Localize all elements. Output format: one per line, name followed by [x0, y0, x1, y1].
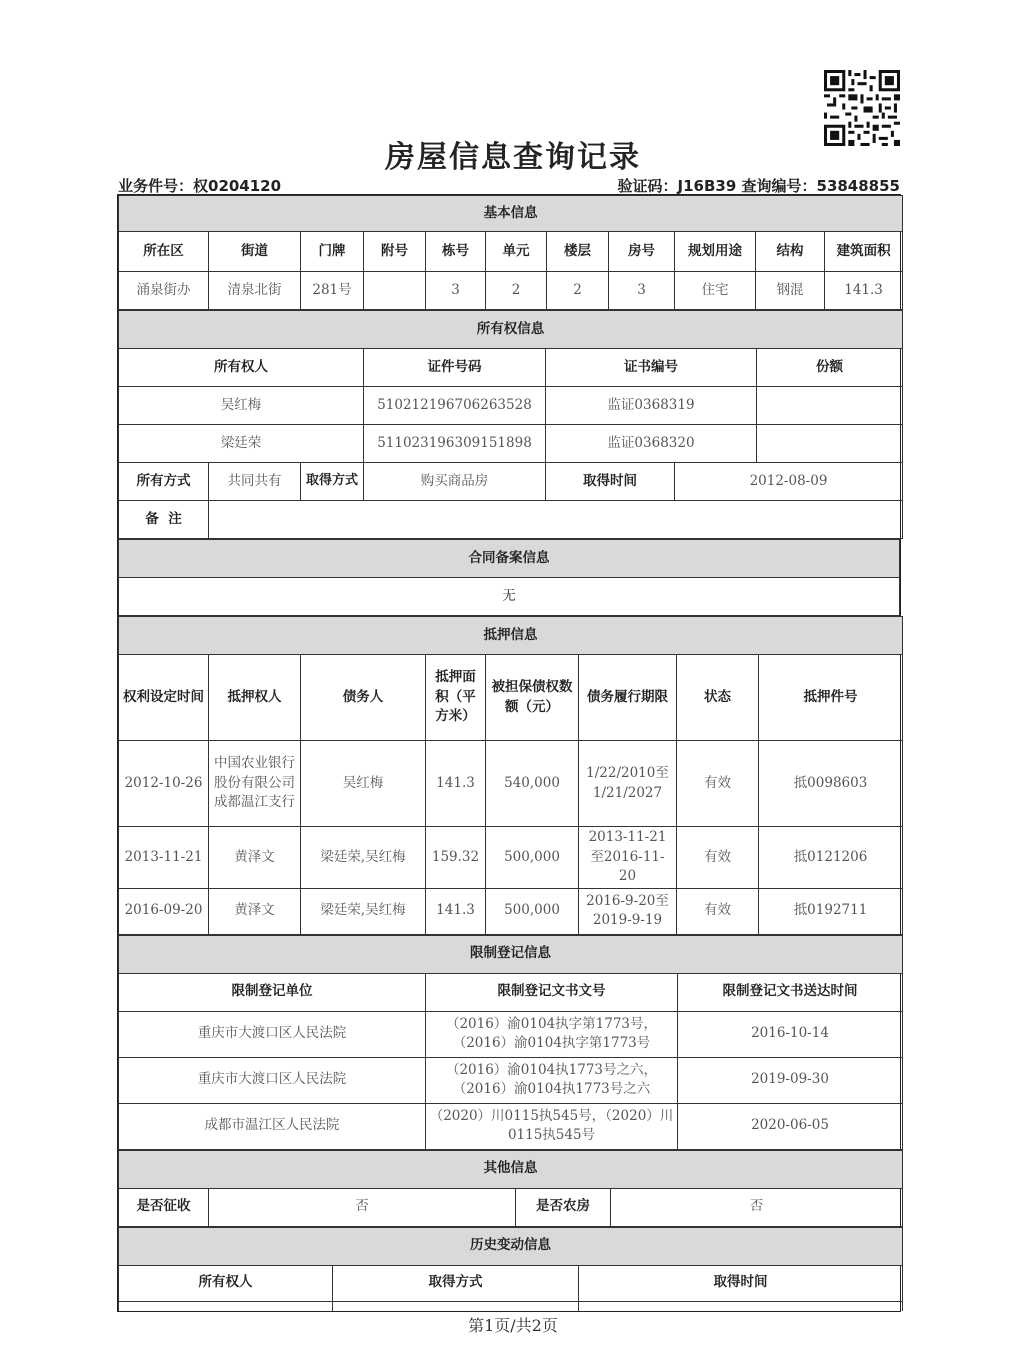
owner-certificate: 监证0368320 [546, 425, 757, 463]
district-value: 涌泉街办 [119, 272, 209, 310]
debt-term: 2013-11-21至2016-11-20 [579, 827, 677, 889]
page-number: 第1页/共2页 [468, 1316, 558, 1335]
owner-id-number: 511023196309151898 [364, 425, 546, 463]
expropriation-value: 否 [209, 1188, 516, 1226]
mortgage-area: 141.3 [426, 741, 486, 827]
col-header: 规划用途 [675, 232, 756, 272]
mortgagee: 黄泽文 [209, 827, 301, 889]
acquisition-mode-value: 购买商品房 [364, 463, 546, 501]
section-history: 历史变动信息 [119, 1227, 903, 1265]
col-header: 债务人 [301, 655, 426, 741]
col-header: 证件号码 [364, 349, 546, 387]
room-value: 3 [609, 272, 675, 310]
floor-value: 2 [547, 272, 609, 310]
note-value [209, 501, 903, 539]
building-value: 3 [426, 272, 486, 310]
note-label: 备 注 [119, 501, 209, 539]
ownership-mode-value: 共同共有 [209, 463, 301, 501]
street-value: 清泉北街 [209, 272, 301, 310]
section-basic-info: 基本信息 [119, 196, 903, 232]
area-value: 141.3 [825, 272, 903, 310]
restriction-doc-number: （2020）川0115执545号，（2020）川0115执545号 [426, 1103, 678, 1149]
section-restriction: 限制登记信息 [119, 935, 903, 973]
col-header: 证书编号 [546, 349, 757, 387]
history-empty-cell [579, 1301, 903, 1311]
debtor: 梁廷荣,吴红梅 [301, 827, 426, 889]
col-header: 状态 [677, 655, 759, 741]
owner-name: 梁廷荣 [119, 425, 364, 463]
restriction-date: 2016-10-14 [678, 1011, 903, 1057]
door-number-value: 281号 [301, 272, 364, 310]
restriction-doc-number: （2016）渝0104执1773号之六，（2016）渝0104执1773号之六 [426, 1057, 678, 1103]
acquisition-time-label: 取得时间 [546, 463, 675, 501]
secured-amount: 500,000 [486, 888, 579, 934]
restriction-date: 2019-09-30 [678, 1057, 903, 1103]
debt-term: 2016-9-20至2019-9-19 [579, 888, 677, 934]
col-header: 被担保债权数额（元） [486, 655, 579, 741]
col-header: 抵押权人 [209, 655, 301, 741]
col-header: 抵押件号 [759, 655, 903, 741]
section-ownership: 所有权信息 [119, 311, 903, 349]
secured-amount: 500,000 [486, 827, 579, 889]
expropriation-label: 是否征收 [119, 1188, 209, 1226]
col-header: 单元 [486, 232, 547, 272]
col-header: 门牌 [301, 232, 364, 272]
restriction-unit: 重庆市大渡口区人民法院 [119, 1011, 426, 1057]
ownership-mode-label: 所有方式 [119, 463, 209, 501]
section-other: 其他信息 [119, 1150, 903, 1188]
business-number: 业务件号：权0204120 [118, 177, 282, 195]
mortgage-date: 2016-09-20 [119, 888, 209, 934]
other-info-table [118, 1150, 903, 1227]
col-header: 取得方式 [333, 1265, 579, 1301]
debtor: 吴红梅 [301, 741, 426, 827]
mortgage-number: 抵0098603 [759, 741, 903, 827]
secured-amount: 540,000 [486, 741, 579, 827]
col-header: 楼层 [547, 232, 609, 272]
col-header: 抵押面积（平方米） [426, 655, 486, 741]
col-header: 栋号 [426, 232, 486, 272]
page-title: 房屋信息查询记录 [385, 140, 641, 175]
history-empty-cell [119, 1301, 333, 1311]
col-header: 街道 [209, 232, 301, 272]
owner-id-number: 510212196706263528 [364, 387, 546, 425]
mortgagee: 中国农业银行股份有限公司成都温江支行 [209, 741, 301, 827]
basic-info-table [118, 195, 903, 310]
mortgage-date: 2013-11-21 [119, 827, 209, 889]
col-header: 限制登记文书文号 [426, 973, 678, 1011]
mortgage-area: 141.3 [426, 888, 486, 934]
section-contract: 合同备案信息 [119, 540, 900, 578]
mortgage-status: 有效 [677, 827, 759, 889]
col-header: 所有权人 [119, 349, 364, 387]
restriction-date: 2020-06-05 [678, 1103, 903, 1149]
col-header: 所在区 [119, 232, 209, 272]
usage-value: 住宅 [675, 272, 756, 310]
restriction-table [118, 935, 903, 1150]
mortgage-table [118, 616, 903, 935]
history-empty-cell [333, 1301, 579, 1311]
acquisition-time-value: 2012-08-09 [675, 463, 903, 501]
structure-value: 钢混 [756, 272, 825, 310]
col-header: 限制登记单位 [119, 973, 426, 1011]
col-header: 建筑面积 [825, 232, 903, 272]
farmhouse-label: 是否农房 [516, 1188, 611, 1226]
mortgage-number: 抵0121206 [759, 827, 903, 889]
mortgage-number: 抵0192711 [759, 888, 903, 934]
verify-query-number: 验证码：J16B39 查询编号：53848855 [617, 177, 900, 195]
ownership-table [118, 310, 903, 539]
col-header: 份额 [757, 349, 903, 387]
debt-term: 1/22/2010至1/21/2027 [579, 741, 677, 827]
unit-value: 2 [486, 272, 547, 310]
history-table [118, 1227, 903, 1312]
col-header: 附号 [364, 232, 426, 272]
record-document [117, 194, 901, 1312]
restriction-doc-number: （2016）渝0104执字第1773号，（2016）渝0104执字第1773号 [426, 1011, 678, 1057]
mortgagee: 黄泽文 [209, 888, 301, 934]
owner-share [757, 425, 903, 463]
col-header: 取得时间 [579, 1265, 903, 1301]
debtor: 梁廷荣,吴红梅 [301, 888, 426, 934]
col-header: 所有权人 [119, 1265, 333, 1301]
col-header: 限制登记文书送达时间 [678, 973, 903, 1011]
owner-certificate: 监证0368319 [546, 387, 757, 425]
farmhouse-value: 否 [611, 1188, 903, 1226]
restriction-unit: 重庆市大渡口区人民法院 [119, 1057, 426, 1103]
col-header: 房号 [609, 232, 675, 272]
col-header: 权利设定时间 [119, 655, 209, 741]
sub-number-value [364, 272, 426, 310]
contract-table [118, 539, 900, 616]
restriction-unit: 成都市温江区人民法院 [119, 1103, 426, 1149]
contract-value: 无 [119, 578, 900, 616]
owner-share [757, 387, 903, 425]
acquisition-mode-label: 取得方式 [301, 463, 364, 501]
mortgage-area: 159.32 [426, 827, 486, 889]
col-header: 结构 [756, 232, 825, 272]
mortgage-status: 有效 [677, 741, 759, 827]
mortgage-date: 2012-10-26 [119, 741, 209, 827]
owner-name: 吴红梅 [119, 387, 364, 425]
section-mortgage: 抵押信息 [119, 617, 903, 655]
mortgage-status: 有效 [677, 888, 759, 934]
col-header: 债务履行期限 [579, 655, 677, 741]
